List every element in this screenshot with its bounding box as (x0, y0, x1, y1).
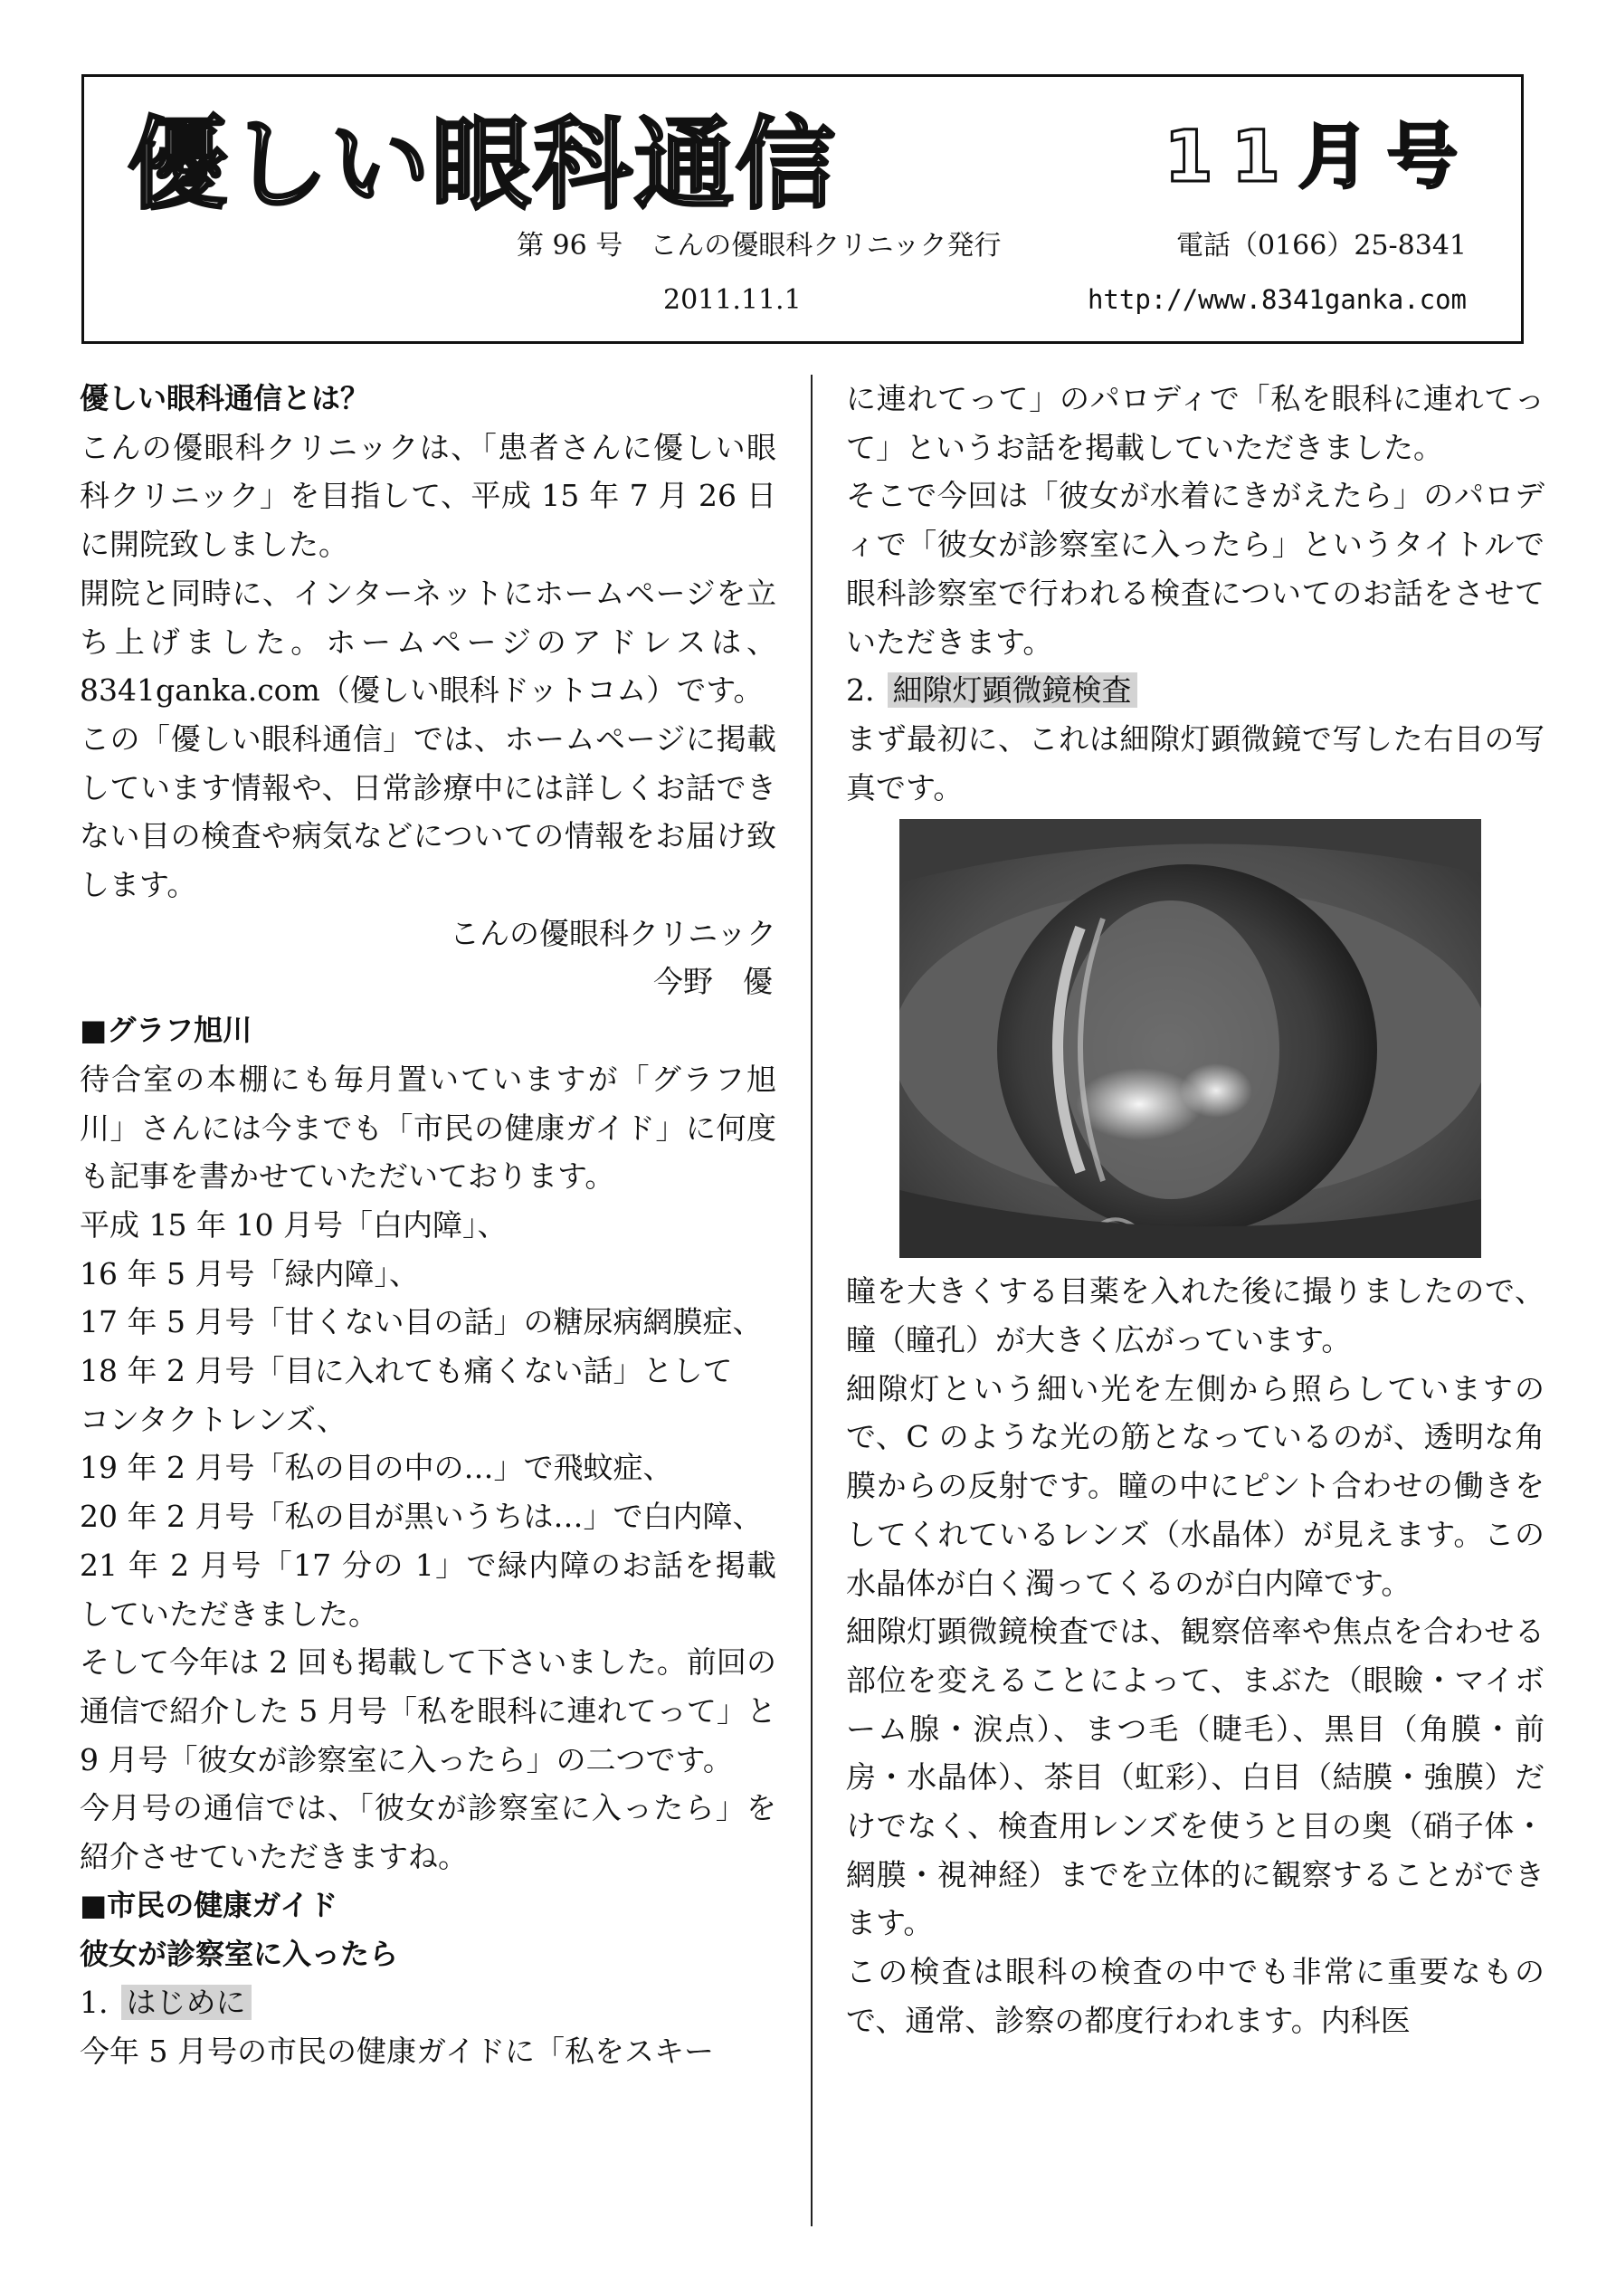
graph-paragraph: 今月号の通信では、「彼女が診察室に入ったら」を紹介させていただきますね。 (80, 1790, 776, 1875)
issue-publisher: 第 96 号 こんの優眼科クリニック発行 (517, 230, 1002, 262)
article-list-item: 16 年 5 月号「緑内障」、 (80, 1255, 419, 1291)
signature-clinic: こんの優眼科クリニック (449, 915, 776, 951)
column-divider (811, 375, 813, 2226)
graph-paragraph: そして今年は 2 回も掲載して下さいました。前回の通信で紹介した 5 月号「私を眼科に連れてって」と 9 月号「彼女が診察室に入ったら」の二つです。 (80, 1644, 776, 1777)
article-list-item: コンタクトレンズ、 (80, 1401, 347, 1437)
graph-paragraph: 待合室の本棚にも毎月置いていますが「グラフ旭川」さんには今までも「市民の健康ガイド」に何度も記事を書かせていただいております。 (80, 1061, 776, 1195)
masthead (81, 74, 1524, 344)
intro-paragraph: こんの優眼科クリニックは、「患者さんに優しい眼科クリニック」を目指して、平成 15 年 7 月 26 日に開院致しました。 (80, 429, 776, 563)
article-list-item: 21 年 2 月号「17 分の 1」で緑内障のお話を掲載していただきました。 (80, 1547, 776, 1632)
issue-date: 2011.11.1 (663, 284, 802, 316)
section-1-paragraph: 今年 5 月号の市民の健康ガイドに「私をスキー (80, 2033, 714, 2069)
article-list-item: 18 年 2 月号「目に入れても痛くない話」として (80, 1353, 733, 1389)
section-number: 2. (846, 672, 875, 709)
left-column (80, 375, 776, 2076)
section-2-paragraph: まず最初に、これは細隙灯顕微鏡で写した右目の写真です。 (846, 720, 1545, 805)
section-2-heading (846, 666, 1545, 715)
article-list-item: 19 年 2 月号「私の目の中の…」で飛蚊症、 (80, 1450, 673, 1486)
guide-heading: ■市民の健康ガイド (80, 1887, 338, 1922)
intro-paragraph: 開院と同時に、インターネットにホームページを立ち上げました。ホームページのアドレスは、8341ganka.com（優しい眼科ドットコム）です。 (80, 575, 776, 709)
website-url[interactable]: http://www.8341ganka.com (1087, 284, 1467, 315)
issue-month: 11月号 (1164, 117, 1476, 198)
signature-name: 今野 優 (653, 964, 773, 1000)
section-1-paragraph: そこで今回は「彼女が水着にきがえたら」のパロディで「彼女が診察室に入ったら」というタイトルで眼科診察室で行われる検査についてのお話をさせていただきます。 (846, 478, 1545, 660)
section-2-paragraph: 瞳を大きくする目薬を入れた後に撮りましたので、瞳（瞳孔）が大きく広がっています。 (846, 1273, 1545, 1358)
intro-paragraph: この「優しい眼科通信」では、ホームページに掲載しています情報や、日常診療中には詳しくお話できない目の検査や病気などについての情報をお届け致します。 (80, 720, 776, 903)
section-1-paragraph: に連れてって」のパロディで「私を眼科に連れてって」というお話を掲載していただきました。 (846, 381, 1545, 465)
section-2-paragraph: 細隙灯顕微鏡検査では、観察倍率や焦点を合わせる部位を変えることによって、まぶた（眼瞼・マイボーム腺・涙点）、まつ毛（睫毛）、黒目（角膜・前房・水晶体）、茶目（虹彩）、白目（結膜・強膜）だけでなく、検査用レンズを使うと目の奥（硝子体・網膜・視神経）までを立体的に観察することができます。 (846, 1614, 1545, 1941)
section-2-paragraph: この検査は眼科の検査の中でも非常に重要なもので、通常、診察の都度行われます。内科医 (846, 1954, 1545, 2038)
right-column (846, 375, 1545, 2045)
guide-subheading: 彼女が診察室に入ったら (80, 1936, 399, 1971)
section-2-paragraph: 細隙灯という細い光を左側から照らしていますので、C のような光の筋となっているのが、透明な角膜からの反射です。瞳の中にピント合わせの働きをしてくれているレンズ（水晶体）が見えます。この水晶体が白く濁ってくるのが白内障です。 (846, 1370, 1545, 1601)
graph-heading: ■グラフ旭川 (80, 1013, 252, 1048)
eye-photo-image (899, 819, 1481, 1258)
slit-lamp-eye-photo (899, 819, 1481, 1258)
article-list-item: 平成 15 年 10 月号「白内障」、 (80, 1206, 508, 1243)
newsletter-title: 優しい眼科通信 (128, 107, 837, 223)
section-1-heading (80, 1978, 776, 2027)
section-number: 1. (80, 1985, 109, 2021)
phone-number: 電話（0166）25-8341 (1175, 230, 1467, 262)
article-list-item: 17 年 5 月号「甘くない目の話」の糖尿病網膜症、 (80, 1304, 763, 1340)
section-title: はじめに (121, 1985, 252, 2020)
section-title: 細隙灯顕微鏡検査 (888, 672, 1137, 708)
intro-heading: 優しい眼科通信とは？ (80, 381, 370, 415)
article-list-item: 20 年 2 月号「私の目が黒いうちは…」で白内障、 (80, 1499, 763, 1535)
